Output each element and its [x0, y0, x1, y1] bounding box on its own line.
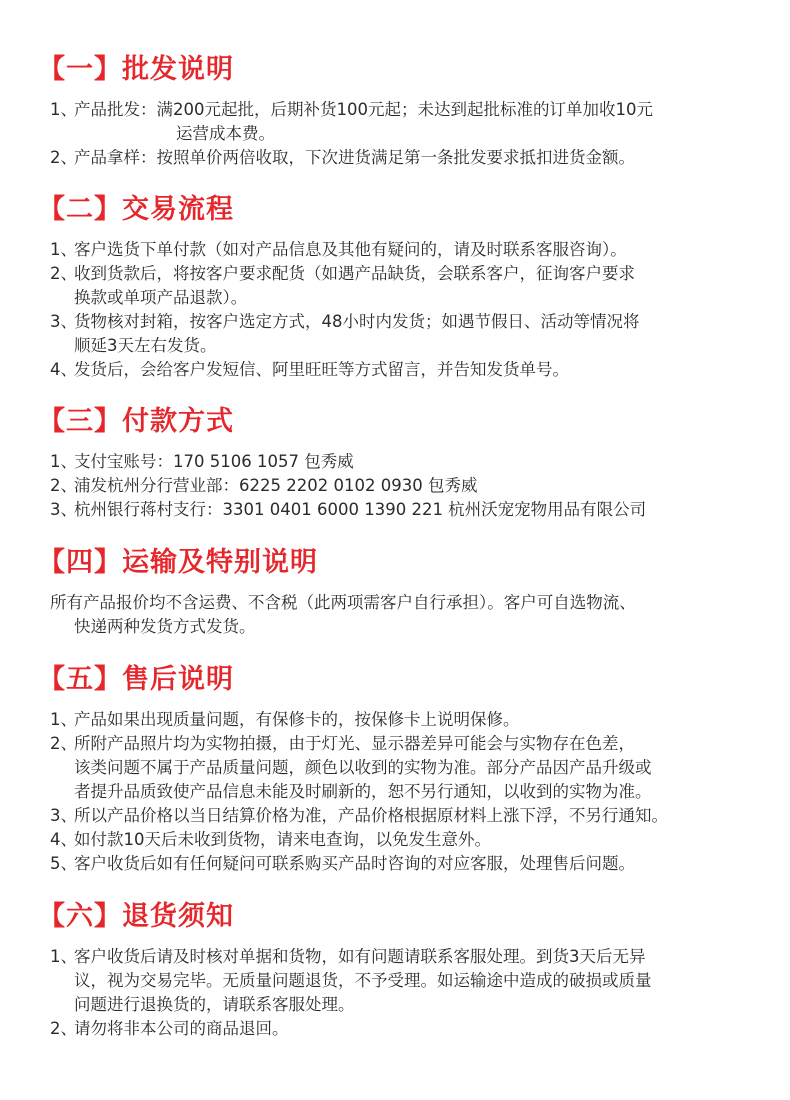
- item-line: [50, 993, 770, 1017]
- item-text: 产品批发：满200元起批，后期补货100元起；未达到起批标准的订单加收10元: [74, 100, 653, 119]
- item-number: 4、: [50, 830, 77, 849]
- item-text: 产品拿样：按照单价两倍收取，下次进货满足第一条批发要求抵扣进货金额。: [74, 148, 635, 167]
- list-item: [50, 498, 770, 522]
- item-line: [50, 615, 770, 639]
- list-item: [50, 474, 770, 498]
- item-text: 该类问题不属于产品质量问题，颜色以收到的实物为准。部分产品因产品升级或: [74, 758, 652, 777]
- item-text: 所附产品照片均为实物拍摄，由于灯光、显示器差异可能会与实物存在色差，: [74, 734, 635, 753]
- item-text: 换款或单项产品退款）。: [74, 288, 248, 307]
- item-line: [50, 828, 770, 852]
- item-line: [50, 780, 770, 804]
- section-body: [38, 708, 770, 876]
- item-number: 2、: [50, 264, 77, 283]
- item-text: 杭州银行蒋村支行：3301 0401 6000 1390 221 杭州沃宠宠物用品有限公司: [74, 500, 647, 519]
- item-text: 议，视为交易完毕。无质量问题退货，不予受理。如运输途中造成的破损或质量: [74, 971, 652, 990]
- list-item: [50, 945, 770, 1017]
- item-line: [50, 498, 770, 522]
- section-body: [38, 238, 770, 382]
- item-line: [50, 262, 770, 286]
- item-line: [50, 969, 770, 993]
- item-line: [50, 450, 770, 474]
- section-heading: 【六】退货须知: [38, 901, 234, 932]
- item-text: 浦发杭州分行营业部：6225 2202 0102 0930 包秀威: [74, 476, 478, 495]
- item-number: 3、: [50, 500, 77, 519]
- item-line: [50, 732, 770, 756]
- item-number: 1、: [50, 452, 77, 471]
- item-text: 顺延3天左右发货。: [74, 336, 217, 355]
- item-text: 所有产品报价均不含运费、不含税（此两项需客户自行承担）。客户可自选物流、: [50, 593, 636, 612]
- item-line: [50, 310, 770, 334]
- item-line: [50, 708, 770, 732]
- list-item: [50, 358, 770, 382]
- list-item: [50, 591, 770, 639]
- item-number: 2、: [50, 148, 77, 167]
- list-item: [50, 310, 770, 358]
- item-number: 2、: [50, 476, 77, 495]
- item-number: 2、: [50, 734, 77, 753]
- item-number: 1、: [50, 240, 77, 259]
- item-text: 客户选货下单付款（如对产品信息及其他有疑问的，请及时联系客服咨询）。: [74, 240, 627, 259]
- item-text: 客户收货后如有任何疑问可联系购买产品时咨询的对应客服，处理售后问题。: [74, 854, 635, 873]
- item-number: 3、: [50, 312, 77, 331]
- section-heading: 【一】批发说明: [38, 54, 234, 85]
- item-line: [50, 474, 770, 498]
- item-line: [50, 146, 770, 170]
- list-item: [50, 146, 770, 170]
- item-line: [50, 756, 770, 780]
- item-line: [50, 122, 770, 146]
- section-heading: 【四】运输及特别说明: [38, 547, 318, 578]
- section-body: [38, 945, 770, 1041]
- item-line: [50, 358, 770, 382]
- list-item: [50, 450, 770, 474]
- item-line: [50, 945, 770, 969]
- item-number: 1、: [50, 710, 77, 729]
- item-number: 5、: [50, 854, 77, 873]
- item-text: 运营成本费。: [176, 124, 275, 143]
- item-number: 1、: [50, 947, 77, 966]
- item-text: 支付宝账号：170 5106 1057 包秀威: [74, 452, 354, 471]
- section-body: [38, 98, 770, 170]
- item-line: [50, 591, 770, 615]
- section-body: [38, 591, 770, 639]
- section-2: [38, 193, 770, 382]
- item-line: [50, 852, 770, 876]
- list-item: [50, 98, 770, 146]
- list-item: [50, 708, 770, 732]
- item-line: [50, 286, 770, 310]
- list-item: [50, 262, 770, 310]
- item-text: 客户收货后请及时核对单据和货物，如有问题请联系客服处理。到货3天后无异: [74, 947, 646, 966]
- item-text: 者提升品质致使产品信息未能及时刷新的，恕不另行通知，以收到的实物为准。: [74, 782, 652, 801]
- item-line: [50, 238, 770, 262]
- list-item: [50, 852, 770, 876]
- section-3: [38, 405, 770, 522]
- section-1: [38, 53, 770, 170]
- list-item: [50, 732, 770, 804]
- list-item: [50, 828, 770, 852]
- item-number: 2、: [50, 1019, 77, 1038]
- section-5: [38, 663, 770, 876]
- item-text: 问题进行退换货的，请联系客服处理。: [74, 995, 355, 1014]
- item-text: 发货后，会给客户发短信、阿里旺旺等方式留言，并告知发货单号。: [74, 360, 569, 379]
- list-item: [50, 804, 770, 828]
- list-item: [50, 238, 770, 262]
- item-text: 所以产品价格以当日结算价格为准，产品价格根据原材料上涨下浮，不另行通知。: [74, 806, 668, 825]
- item-number: 1、: [50, 100, 77, 119]
- section-heading: 【三】付款方式: [38, 406, 234, 437]
- section-4: [38, 546, 770, 639]
- section-heading: 【二】交易流程: [38, 194, 234, 225]
- item-text: 产品如果出现质量问题，有保修卡的，按保修卡上说明保修。: [74, 710, 520, 729]
- item-text: 快递两种发货方式发货。: [74, 617, 256, 636]
- section-6: [38, 900, 770, 1041]
- item-text: 如付款10天后未收到货物，请来电查询，以免发生意外。: [74, 830, 491, 849]
- item-line: [50, 804, 770, 828]
- item-text: 收到货款后，将按客户要求配货（如遇产品缺货，会联系客户，征询客户要求: [74, 264, 635, 283]
- item-number: 3、: [50, 806, 77, 825]
- item-line: [50, 1017, 770, 1041]
- section-heading: 【五】售后说明: [38, 664, 234, 695]
- item-text: 请勿将非本公司的商品退回。: [74, 1019, 289, 1038]
- section-body: [38, 450, 770, 522]
- item-line: [50, 98, 770, 122]
- item-text: 货物核对封箱，按客户选定方式，48小时内发货；如遇节假日、活动等情况将: [74, 312, 640, 331]
- list-item: [50, 1017, 770, 1041]
- item-number: 4、: [50, 360, 77, 379]
- item-line: [50, 334, 770, 358]
